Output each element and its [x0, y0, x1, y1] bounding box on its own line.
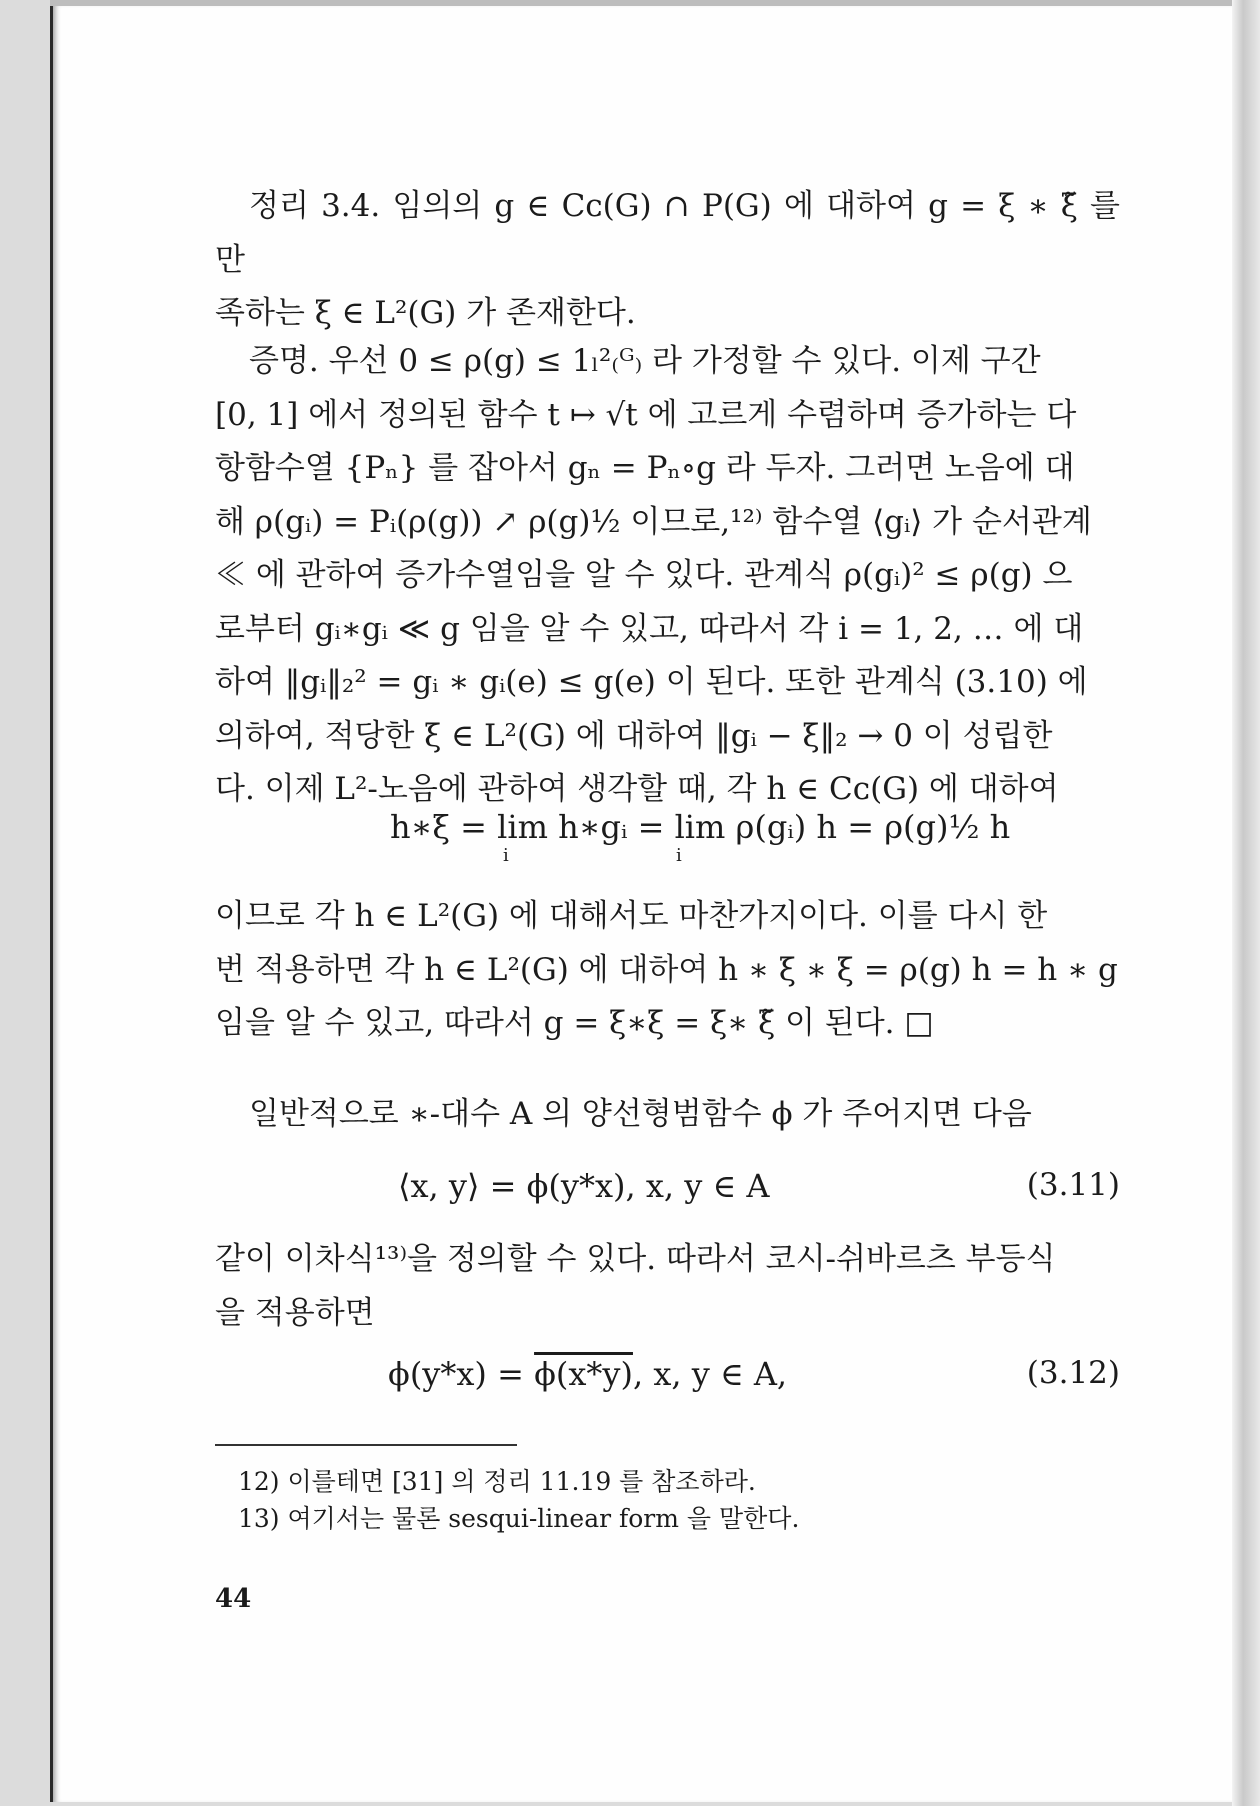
general-middle	[215, 1233, 1120, 1340]
equation-3-12-left: ϕ(y*x) =	[388, 1355, 535, 1393]
proof-line: 이므로 각 h ∈ L²(G) 에 대해서도 마찬가지이다. 이를 다시 한	[215, 898, 1048, 934]
equation-number-3-12: (3.12)	[1026, 1355, 1120, 1391]
equation-number-3-11: (3.11)	[1026, 1167, 1120, 1203]
theorem-3-4	[215, 180, 1120, 341]
limit-sub-1: i	[503, 845, 509, 866]
proof-line: 로부터 gᵢ∗gᵢ ≪ g 임을 알 수 있고, 따라서 각 i = 1, 2, … 에 대	[215, 610, 1084, 647]
proof-line: ≪ 에 관하여 증가수열임을 알 수 있다. 관계식 ρ(gᵢ)² ≤ ρ(g) 으	[215, 557, 1073, 593]
proof-line: 임을 알 수 있고, 따라서 g = ξ∗ξ = ξ∗ ξ̃ 이 된다. □	[215, 1005, 934, 1041]
page-right-edge	[1232, 0, 1260, 1806]
proof-line: 다. 이제 L²-노음에 관하여 생각할 때, 각 h ∈ Cᴄ(G) 에 대하여	[215, 771, 1059, 807]
proof-line: 해 ρ(gᵢ) = Pᵢ(ρ(g)) ↗ ρ(g)½ 이므로,¹²⁾ 함수열 ⟨gᵢ⟩ 가 순서관계	[215, 503, 1092, 540]
footnote-12: 12) 이를테면 [31] 의 정리 11.19 를 참조하라.	[238, 1467, 756, 1496]
equation-3-12-right: , x, y ∈ A,	[632, 1355, 788, 1393]
proof-equation	[390, 808, 1010, 846]
proof-conclusion	[215, 890, 1120, 1051]
equation-3-11	[398, 1167, 769, 1205]
proof-line: 번 적용하면 각 h ∈ L²(G) 에 대하여 h ∗ ξ ∗ ξ = ρ(g) h = h ∗ g	[215, 951, 1118, 988]
equation-text: h∗ξ = lim h∗gᵢ = lim ρ(gᵢ) h = ρ(g)½ h	[390, 808, 1011, 846]
limit-subscript	[503, 845, 509, 866]
theorem-line: 정리 3.4. 임의의 g ∈ Cᴄ(G) ∩ P(G) 에 대하여 g = ξ ∗ ξ̃ 를 만	[215, 188, 1120, 278]
general-intro	[215, 1088, 1120, 1142]
equation-3-12	[388, 1355, 787, 1393]
page-number: 44	[215, 1584, 252, 1614]
limit-sub-2: i	[676, 845, 682, 866]
footnote-13: 13) 여기서는 물론 sesqui-linear form 을 말한다.	[238, 1504, 800, 1533]
proof-block	[215, 335, 1120, 817]
equation-3-11-text: ⟨x, y⟩ = ϕ(y*x), x, y ∈ A	[398, 1167, 770, 1205]
proof-line: 항함수열 {Pₙ} 를 잡아서 gₙ = Pₙ∘g 라 두자. 그러면 노음에 대	[215, 450, 1075, 486]
footnote-rule	[215, 1444, 517, 1446]
general-line: 같이 이차식¹³⁾을 정의할 수 있다. 따라서 코시-쉬바르츠 부등식	[215, 1241, 1056, 1277]
theorem-line: 족하는 ξ ∈ L²(G) 가 존재한다.	[215, 295, 636, 331]
proof-line: 증명. 우선 0 ≤ ρ(g) ≤ 1ₗ²₍ᴳ₎ 라 가정할 수 있다. 이제 구간	[249, 343, 1041, 379]
general-line: 을 적용하면	[215, 1294, 375, 1331]
proof-line: [0, 1] 에서 정의된 함수 t ↦ √t 에 고르게 수렴하며 증가하는 다	[215, 396, 1077, 433]
proof-line: 의하여, 적당한 ξ ∈ L²(G) 에 대하여 ‖gᵢ − ξ‖₂ → 0 이 성립한	[215, 717, 1053, 754]
limit-subscript	[676, 845, 682, 866]
equation-3-12-conjugate: ϕ(x*y)	[534, 1355, 633, 1393]
proof-line: 하여 ‖gᵢ‖₂² = gᵢ ∗ gᵢ(e) ≤ g(e) 이 된다. 또한 관계식 (3.10) 에	[215, 664, 1088, 700]
general-line: 일반적으로 ∗-대수 A 의 양선형범함수 ϕ 가 주어지면 다음	[249, 1096, 1032, 1132]
